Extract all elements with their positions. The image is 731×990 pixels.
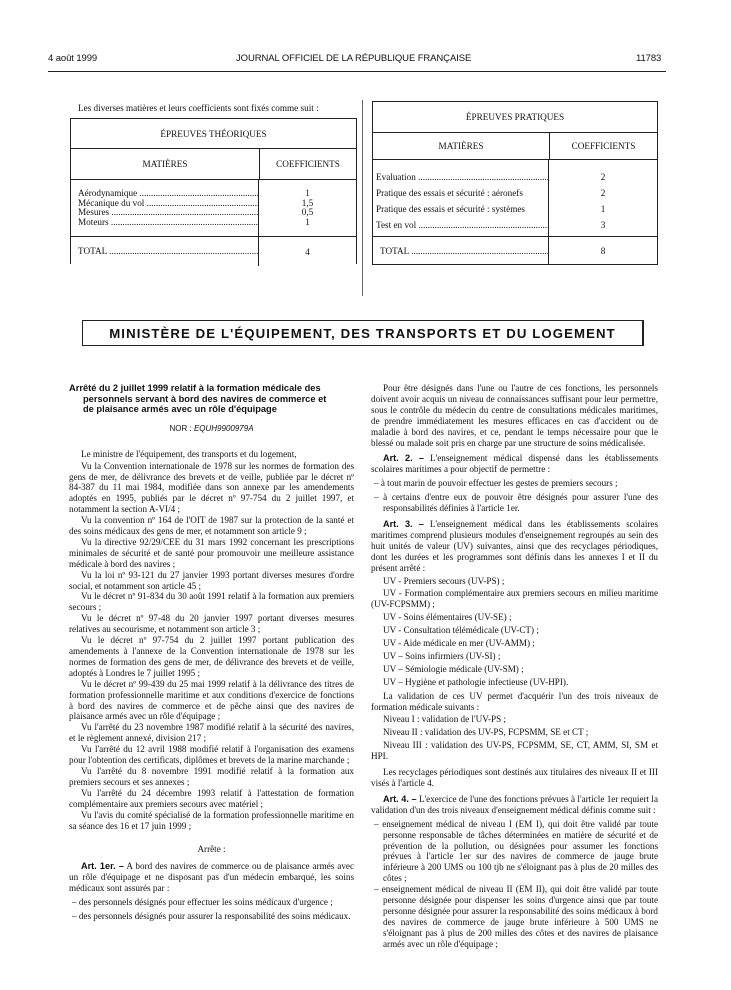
paragraph: Vu le décret nº 97-754 du 2 juillet 1997 portant publication des amendements à l'annexe de la Convention internationale de 1978 sur les normes de formation des gens de mer, de délivrance des brevets et de veille, adoptés à Londres le 7 juillet 1995 ; [69,635,354,678]
paragraph: Vu le décret nº 99-439 du 25 mai 1999 relatif à la délivrance des titres de formation professionnelle maritime et aux conditions d'exercice de fonctions à bord des navires de commerce et de pêche ainsi que des navires de plaisance armés avec un rôle d'équipage ; [69,678,354,722]
ministry-title: MINISTÈRE DE L'ÉQUIPEMENT, DES TRANSPORTS ET DU LOGEMENT [109,325,616,341]
article-label: Art. 4. – [383,793,417,804]
article-label: Art. 2. – [383,453,424,464]
header-date: 4 août 1999 [48,53,98,64]
paragraph: Les recyclages périodiques sont destinés aux titulaires des niveaux II et III visés à l'article 4. [371,767,658,788]
paragraph: Vu l'avis du comité spécialisé de la formation professionnelle maritime en sa séance des 16 et 17 juin 1999 ; [69,809,354,831]
nor-value: EQUH9900979A [193,423,254,433]
article-text: L'enseignement médical dispensé dans les établissements scolaires maritimes a pour objectif de permettre : [371,453,658,475]
level-item: Niveau I : validation de l'UV-PS ; [383,714,506,725]
uv-item: UV - Premiers secours (UV-PS) ; [383,575,505,586]
list-item: – à certains d'entre eux de pouvoir être désignés pour assurer l'une des responsabilités définies à l'article 1er. [374,492,658,514]
subject-cell: Mesures ..... [78,208,258,218]
article-2 [371,453,658,475]
subject-cell: Mécanique du vol ..... [78,199,258,209]
theory-table [70,118,357,264]
header-rule [48,71,666,72]
coef-cell: 3 [600,220,606,230]
col-header-coef: COEFFICIENTS [571,141,636,151]
left-column [69,383,354,922]
col-header-subject: MATIÈRES [71,149,260,179]
total-label: TOTAL ..... [71,237,259,266]
subject-cell: Pratique des essais et sécurité : systèmes [376,204,526,214]
article-3 [371,519,658,574]
list-item: – enseignement médical de niveau I (EM I), qui doit être validé par toute personne responsable de tâches déterminées en matière de sécurité et de prévention de la pollution, ou désignées pour assumer les fonctions prévues à l'article 1er sur des navires de commerce de jauge brute inférieure à 200 UMS ou 100 tjb ne s'éloignant pas à plus de 20 milles des côtes ; [374,818,658,884]
practice-table-title: ÉPREUVES PRATIQUES [373,102,657,133]
practice-table [372,101,658,265]
coef-cell: 1 [305,216,310,227]
subject-cell: Pratique des essais et sécurité : aéronefs [376,188,523,198]
list-item: – à tout marin de pouvoir effectuer les gestes de premiers secours ; [374,478,618,489]
article-text: L'enseignement médical dans les établissements scolaires maritimes comprend plusieurs modules d'enseignement regroupés au sein des huit unités de valeur (UV) suivantes, ainsi que des recyclages périodiques, dont les durées et les programmes sont définis dans les annexes I et II du présent arrêté : [371,518,658,573]
paragraph: Vu la convention nº 164 de l'OIT de 1987 sur la protection de la santé et des soins médicaux des gens de mer, et notamment son article 9 ; [69,515,354,537]
article-text: L'exercice de l'une des fonctions prévues à l'article 1er requiert la validation d'un des trois niveaux d'enseignement médical définis comme suit : [371,793,658,815]
paragraph: Vu la loi nº 93-121 du 27 janvier 1993 portant diverses mesures d'ordre social, et notamment son article 45 ; [69,569,354,591]
paragraph: Vu le décret nº 97-48 du 20 janvier 1997 portant diverses mesures relatives au secourisme, et notamment son article 3 ; [69,613,354,635]
uv-item: UV - Aide médicale en mer (UV-AMM) ; [383,638,535,649]
paragraph: Vu la directive 92/29/CEE du 31 mars 1992 concernant les prescriptions minimales de sécurité et de santé pour promouvoir une meilleure assistance médicale à bord des navires ; [69,536,354,569]
total-label: TOTAL ..... [373,237,549,265]
arrete-line: Arrête : [197,844,226,855]
uv-item: UV – Sémiologie médicale (UV-SM) ; [383,663,524,674]
coef-cell: 1 [305,188,310,198]
column-separator [362,100,363,296]
page-number: 11783 [636,53,662,64]
subject-cell: Test en vol ..... [376,217,548,233]
theory-table-title: ÉPREUVES THÉORIQUES [71,119,356,149]
article-text: A bord des navires de commerce ou de plaisance armés avec un rôle d'équipage et ne disposant pas d'un médecin embarqué, les soins médicaux sont assurés par : [69,861,355,894]
uv-item: UV - Formation complémentaire aux premiers secours en milieu maritime (UV-FCPSMM) ; [371,588,658,610]
coef-cell: 1,5 [301,197,314,208]
uv-item: UV - Consultation télémédicale (UV-CT) ; [383,625,539,636]
paragraph: Pour être désignés dans l'une ou l'autre de ces fonctions, les personnels doivent avoir acquis un niveau de connaissances suffisant pour leur permettre, sous le contrôle du médecin du centre de consultations médicales maritimes, de prendre immédiatement les mesures efficaces en cas d'accident ou de maladie à bord des navires, et ce, pendant le temps nécessaire pour que le blessé ou malade soit pris en charge par une structure de soins médicalisée. [371,383,658,448]
article-label: Art. 1er. – [81,861,124,872]
decree-title-line: personnels servant à bord des navires de commerce et [83,393,327,404]
list-item: – enseignement médical de niveau II (EM II), qui doit être validé par toute personne désignée pour dispenser les soins d'urgence ainsi que par toute personne désignée pour assurer la responsabilité des soins médicaux à bord des navires de commerce de jauge brute inférieure à 500 UMS ne s'éloignant pas à plus de 200 milles des côtes et des navires de plaisance armés avec un rôle d'équipage ; [374,884,658,949]
col-header-coef: COEFFICIENTS [276,159,340,169]
ministry-banner [82,320,644,346]
decree-title [69,383,354,415]
decree-title-line: Arrêté du 2 juillet 1999 relatif à la formation médicale des [69,383,321,393]
paragraph: Vu l'arrêté du 8 novembre 1991 modifié relatif à la formation aux premiers secours et ses annexes ; [69,765,354,787]
coef-cell: 1 [600,204,606,214]
list-item: – des personnels désignés pour assurer la responsabilité des soins médicaux. [72,910,351,921]
coef-cell: 2 [600,188,606,198]
level-item: Niveau II : validation des UV-PS, FCPSMM, SE et CT ; [383,727,589,738]
paragraph: Le ministre de l'équipement, des transports et du logement, [81,448,297,459]
subject-cell: Evaluation ..... [376,169,548,185]
article-4 [371,794,658,816]
paragraph: Vu l'arrêté du 12 avril 1988 modifié relatif à l'organisation des examens pour l'obtention des certificats, diplômes et brevets de la marine marchande ; [69,744,354,766]
journal-title: JOURNAL OFFICIEL DE LA RÉPUBLIQUE FRANÇAISE [236,53,472,64]
total-value: 8 [600,246,606,256]
article-1 [69,861,354,894]
coef-cell: 0,5 [301,207,314,217]
paragraph: Vu la Convention internationale de 1978 sur les normes de formation des gens de mer, de délivrance des brevets et de veille, publiée par le décret nº 84-387 du 11 mai 1984, modifiée dans son annexe par les amendements adoptés en 1995, publiés par le décret nº 97-754 du 2 juillet 1997, et notamment la section A-VI/4 ; [69,460,354,515]
paragraph: La validation de ces UV permet d'acquérir l'un des trois niveaux de formation médicale suivants : [371,690,658,712]
uv-item: UV - Soins élémentaires (UV-SE) ; [383,612,512,623]
col-header-subject: MATIÈRES [373,133,550,159]
list-item: – des personnels désignés pour effectuer les soins médicaux d'urgence ; [72,897,333,908]
paragraph: Vu l'arrêté du 24 décembre 1993 relatif à l'attestation de formation complémentaire aux premiers secours avec matériel ; [69,787,354,809]
uv-item: UV – Hygiène et pathologie infectieuse (UV-HPI). [383,676,569,687]
tables-intro: Les diverses matières et leurs coefficients sont fixés comme suit : [78,103,319,113]
subject-cell: Aérodynamique ..... [78,189,258,199]
decree-title-line: de plaisance armés avec un rôle d'équipage [83,404,277,415]
right-column [371,383,658,950]
nor-label: NOR : [169,423,192,433]
paragraph: Vu l'arrêté du 23 novembre 1987 modifié relatif à la sécurité des navires, et le règlement annexé, division 217 ; [69,722,354,744]
paragraph: Vu le décret nº 91-834 du 30 août 1991 relatif à la formation aux premiers secours ; [69,591,354,613]
total-value: 4 [305,246,310,257]
coef-cell: 2 [600,172,606,182]
nor-reference [69,424,354,435]
article-label: Art. 3. – [383,518,424,529]
uv-item: UV – Soins infirmiers (UV-SI) ; [383,650,501,661]
level-item: Niveau III : validation des UV-PS, FCPSMM, SE, CT, AMM, SI, SM et HPI. [371,740,658,762]
subject-cell: Moteurs ..... [78,218,258,228]
